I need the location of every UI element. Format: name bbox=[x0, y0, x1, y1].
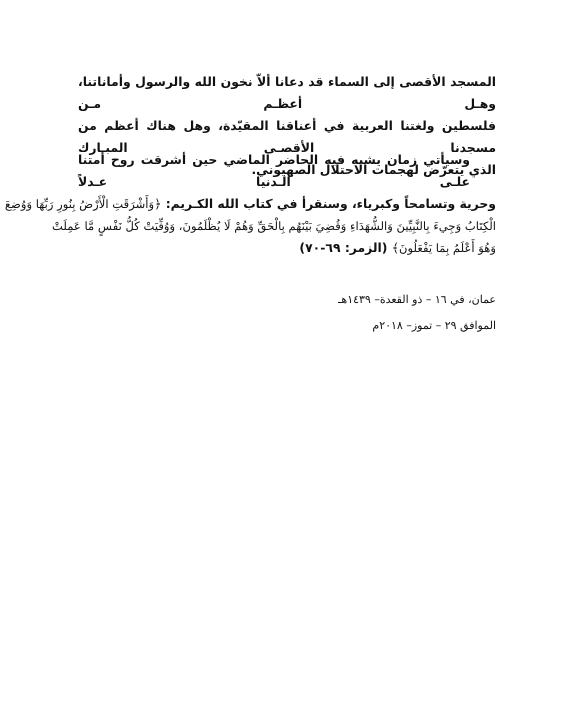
quran-open-brace: ﴿ bbox=[154, 196, 162, 211]
paragraph-2-line-4 bbox=[78, 237, 496, 259]
paragraph-1-line-2: فلسطين ولغتنا العربية في أعناقنا المقيّدة، وهل هناك أعظم من مسجدنا الأقصـى المبـارك bbox=[78, 118, 496, 155]
quran-verse-part-3: وَهُوَ أَعْلَمُ بِمَا يَفْعَلُونَ bbox=[399, 241, 496, 255]
paragraph-2-line-2 bbox=[4, 193, 496, 215]
quran-reference: (الزمر: ٦٩-٧٠) bbox=[299, 240, 388, 255]
paragraph-2 bbox=[4, 149, 496, 259]
paragraph-1-line-3: الذي يتعرّض لهجمات الاحتلال الصهيوني. bbox=[251, 162, 496, 177]
paragraph-2-line-1: وسيأتي زمان يشبه فيه الحاضر الماضي حين أشرقت روح أمتنا علـى الـدنيا عـدلاً bbox=[78, 152, 470, 189]
quran-verse-part-1: وَأَشْرَقَتِ الْأَرْضُ بِنُورِ رَبِّهَا وَوُضِعَ bbox=[4, 197, 155, 211]
signature-gregorian-date: الموافق ٢٩ – تموز– ٢٠١٨م bbox=[372, 319, 496, 332]
quran-verse-part-2: الْكِتَابُ وَجِيءَ بِالنَّبِيِّينَ وَالشُّهَدَاءِ وَقُضِيَ بَيْنَهُم بِالْحَقِّ وَهُمْ لَا يُظْلَمُونَ، وَوُفِّيَتْ كُلُّ نَفْسٍ مَّا عَمِلَتْ bbox=[51, 219, 496, 233]
paragraph-2-line-2-text: وحرية وتسامحاً وكبرياء، وسنقرأ في كتاب الله الكـريم: bbox=[165, 196, 496, 211]
quran-close-brace: ﴾ bbox=[391, 240, 400, 255]
paragraph-1-line-1: المسجد الأقصى إلى السماء قد دعانا ألاّ نخون الله والرسول وأماناتنا، وهـل أعظـم مـن bbox=[78, 74, 496, 111]
signature-place-date: عمان، في ١٦ – ذو القعدة– ١٤٣٩هـ bbox=[338, 293, 496, 306]
